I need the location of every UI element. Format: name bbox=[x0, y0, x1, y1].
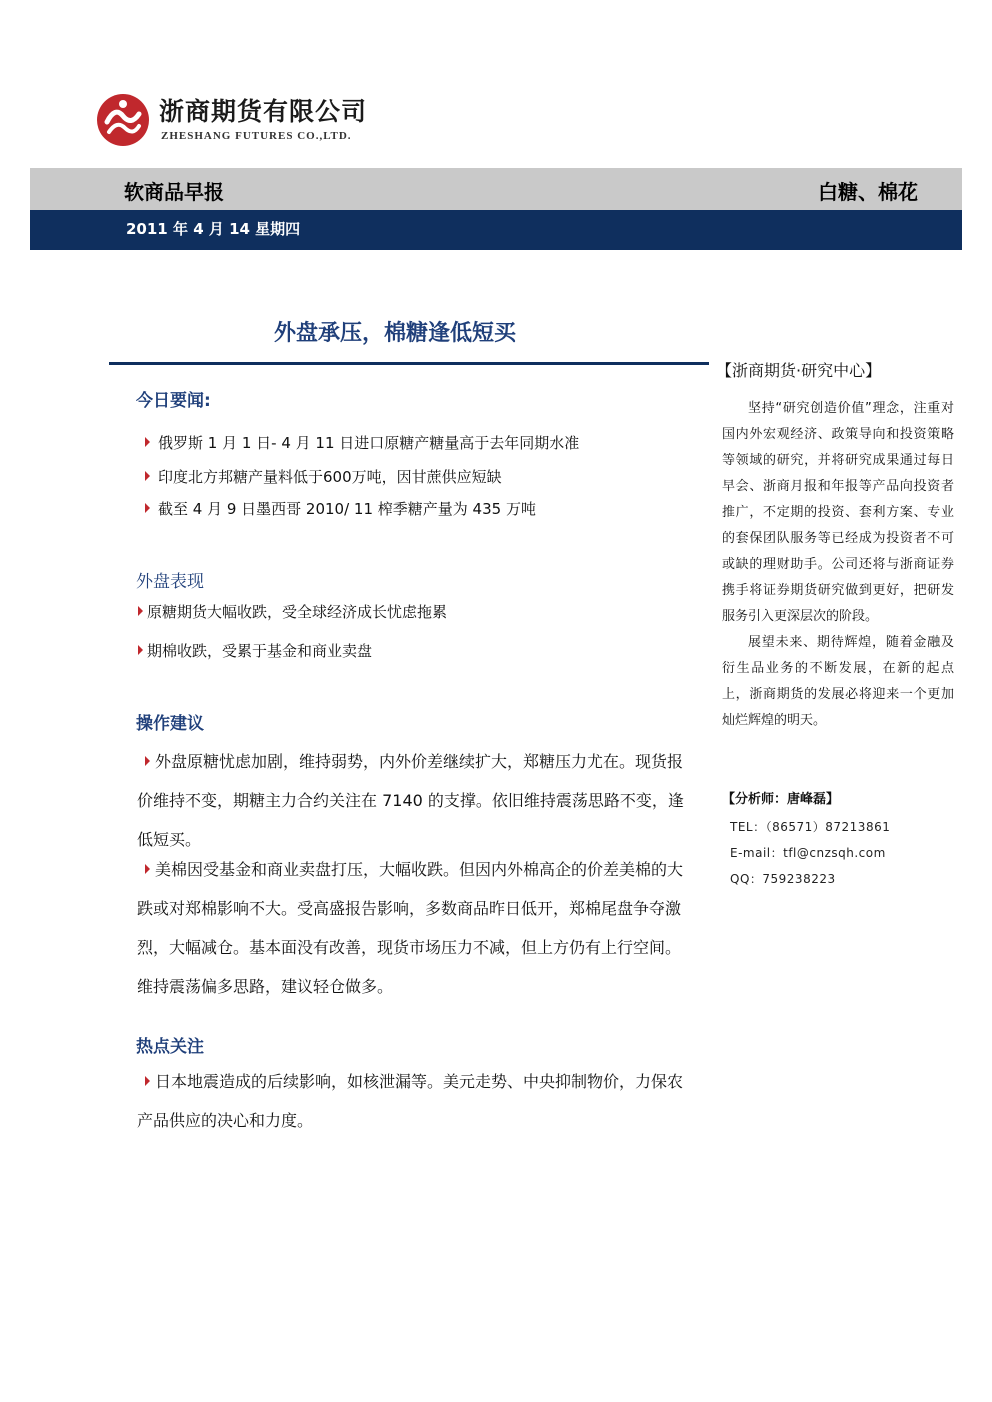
section-title-overseas: 外盘表现 bbox=[136, 572, 204, 592]
overseas-item bbox=[138, 640, 372, 661]
analyst-email: E-mail：tfl@cnzsqh.com bbox=[730, 846, 886, 860]
focus-paragraph-text: 日本地震造成的后续影响，如核泄漏等。美元走势、中央抑制物价，力保农产品供应的决心和力度。 bbox=[137, 1072, 684, 1130]
news-item-text: 截至 4 月 9 日墨西哥 2010/ 11 榨季糖产量为 435 万吨 bbox=[158, 500, 536, 518]
news-item bbox=[145, 432, 579, 453]
bullet-icon bbox=[145, 756, 150, 766]
company-emblem-icon bbox=[95, 92, 151, 148]
bullet-icon bbox=[145, 1076, 150, 1086]
section-title-advice: 操作建议 bbox=[136, 714, 204, 734]
overseas-item-text: 原糖期货大幅收跌，受全球经济成长忧虑拖累 bbox=[147, 603, 448, 621]
bullet-icon bbox=[145, 471, 150, 481]
sidebar-heading: 【浙商期货·研究中心】 bbox=[716, 361, 882, 380]
analyst-tel: TEL：（86571）87213861 bbox=[730, 820, 891, 834]
focus-paragraph bbox=[137, 1062, 687, 1140]
analyst-name: 【分析师：唐峰磊】 bbox=[722, 792, 840, 807]
bullet-icon bbox=[145, 503, 150, 513]
advice-paragraph-text: 外盘原糖忧虑加剧，维持弱势，内外价差继续扩大，郑糖压力尤在。现货报价维持不变，期糖主力合约关注在 7140 的支撑。依旧维持震荡思路不变，逢低短买。 bbox=[137, 752, 684, 849]
bullet-icon bbox=[145, 437, 150, 447]
sidebar-intro bbox=[722, 396, 954, 734]
company-name-en: ZHESHANG FUTURES CO.,LTD. bbox=[161, 130, 352, 142]
news-item bbox=[145, 466, 502, 487]
commodity-label: 白糖、棉花 bbox=[818, 180, 918, 204]
report-date: 2011 年 4 月 14 星期四 bbox=[126, 220, 301, 238]
bullet-icon bbox=[138, 606, 143, 616]
sidebar-paragraph: 展望未来、期待辉煌，随着金融及衍生品业务的不断发展，在新的起点上，浙商期货的发展必将迎来一个更加灿烂辉煌的明天。 bbox=[722, 635, 954, 728]
advice-paragraph bbox=[137, 850, 687, 1006]
advice-paragraph-text: 美棉因受基金和商业卖盘打压，大幅收跌。但因内外棉高企的价差美棉的大跌或对郑棉影响不大。受高盛报告影响，多数商品昨日低开，郑棉尾盘争夺激烈，大幅减仓。基本面没有改善，现货市场压力不减，但上方仍有上行空间。维持震荡偏多思路，建议轻仓做多。 bbox=[137, 860, 684, 996]
company-name-cn: 浙商期货有限公司 bbox=[159, 97, 368, 126]
analyst-qq: QQ：759238223 bbox=[730, 872, 836, 886]
company-logo bbox=[95, 90, 385, 152]
bullet-icon bbox=[138, 645, 143, 655]
overseas-item-text: 期棉收跌，受累于基金和商业卖盘 bbox=[147, 642, 373, 660]
sidebar-paragraph: 坚持“研究创造价值”理念，注重对国内外宏观经济、政策导向和投资策略等领域的研究，并将研究成果通过每日早会、浙商月报和年报等产品向投资者推广，不定期的投资、套利方案、专业的套保团队服务等已经成为投资者不可或缺的理财助手。公司还将与浙商证券携手将证券期货研究做到更好，把研发服务引入更深层次的阶段。 bbox=[722, 401, 954, 624]
news-item-text: 印度北方邦糖产量料低于600万吨，因甘蔗供应短缺 bbox=[158, 468, 502, 486]
bullet-icon bbox=[145, 864, 150, 874]
news-item bbox=[145, 498, 536, 519]
overseas-item bbox=[138, 601, 447, 622]
title-divider bbox=[109, 362, 709, 365]
section-title-news: 今日要闻: bbox=[136, 391, 211, 411]
section-title-focus: 热点关注 bbox=[136, 1037, 204, 1057]
report-type: 软商品早报 bbox=[124, 180, 224, 204]
advice-paragraph bbox=[137, 742, 687, 859]
news-item-text: 俄罗斯 1 月 1 日- 4 月 11 日进口原糖产糖量高于去年同期水准 bbox=[158, 434, 580, 452]
headline: 外盘承压，棉糖逢低短买 bbox=[273, 321, 516, 346]
